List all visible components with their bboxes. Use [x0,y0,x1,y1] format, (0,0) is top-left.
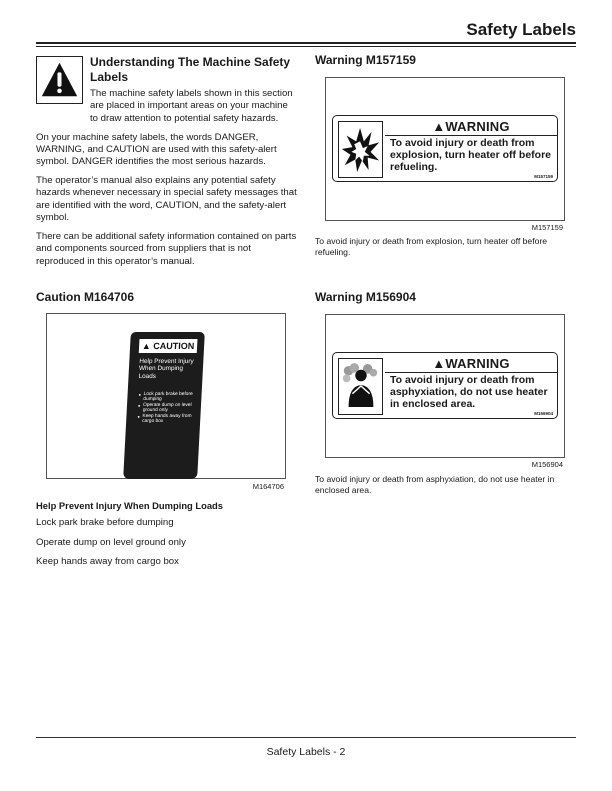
warning-triangle-icon: ▲ [432,356,446,371]
footer-rule [36,737,576,738]
warning1-label-code: M157159 [534,174,553,179]
warning2-caption: To avoid injury or death from asphyxiation, do not use heater in enclosed area. [315,474,555,495]
explosion-icon [338,121,383,178]
warning2-label-code: M156904 [534,411,553,416]
asphyxiation-icon [338,358,383,415]
header-rule-thin [36,46,576,47]
caution-decal-list [137,392,199,424]
caution-item: Operate dump on level ground only [36,536,186,548]
warning1-caption: To avoid injury or death from explosion, turn heater off before refueling. [315,236,548,257]
understanding-body [36,88,298,274]
caution-subheading: Help Prevent Injury When Dumping Loads [36,500,223,511]
header-rule [36,42,576,44]
warning1-label-header: ▲WARNING [385,119,557,136]
warning2-figure-id: M156904 [531,460,563,469]
warning1-heading: Warning M157159 [315,53,416,67]
understanding-paragraph: There can be additional safety information contained on parts and components sourced from suppliers that is not reproduced in this operator’s manual. [36,230,297,267]
caution-item: Lock park brake before dumping [36,517,174,528]
understanding-paragraph: The operator’s manual also explains any potential safety hazards whenever necessary in special safety messages that are identified with the word, CAUTION, and the safety-alert symbol. [36,175,297,224]
page-footer: Safety Labels - 2 [266,746,346,758]
caution-figure-id: M164706 [252,482,284,491]
caution-decal [123,332,205,479]
warning-triangle-icon: ▲ [432,119,446,134]
understanding-paragraph: On your machine safety labels, the words DANGER, WARNING, and CAUTION are used with this safety-alert symbol. DANGER identifies the most serious hazards. [36,131,277,168]
caution-items [36,517,298,576]
caution-decal-item: ● Lock park brake before dumping [138,392,199,403]
warning1-figure-id: M157159 [531,223,563,232]
warning1-figure-frame [325,77,565,221]
caution-decal-item: ● Operate dump on level ground only [138,403,199,414]
warning2-heading: Warning M156904 [315,290,416,304]
understanding-paragraph: The machine safety labels shown in this section are placed in important areas on your machine to draw attention to potential safety hazards. [90,88,293,124]
caution-heading: Caution M164706 [36,290,135,304]
warning2-label [332,352,558,419]
understanding-heading: Understanding The Machine Safety Labels [90,55,291,84]
caution-decal-title: Help Prevent Injury When Dumping Loads [138,358,194,380]
warning2-label-text: To avoid injury or death from asphyxiation, do not use heater in enclosed area. [390,374,548,410]
warning1-label [332,115,558,182]
warning2-figure-frame [325,314,565,458]
warning-triangle-icon: ▲ [141,341,152,351]
caution-decal-item: ● Keep hands away from cargo box [137,414,198,425]
page-title: Safety Labels [466,20,576,39]
caution-decal-header: ▲ CAUTION [139,339,198,353]
caution-item: Keep hands away from cargo box [36,556,179,568]
warning1-label-text: To avoid injury or death from explosion, turn heater off before refueling. [390,137,552,173]
warning2-label-header: ▲WARNING [385,356,557,373]
